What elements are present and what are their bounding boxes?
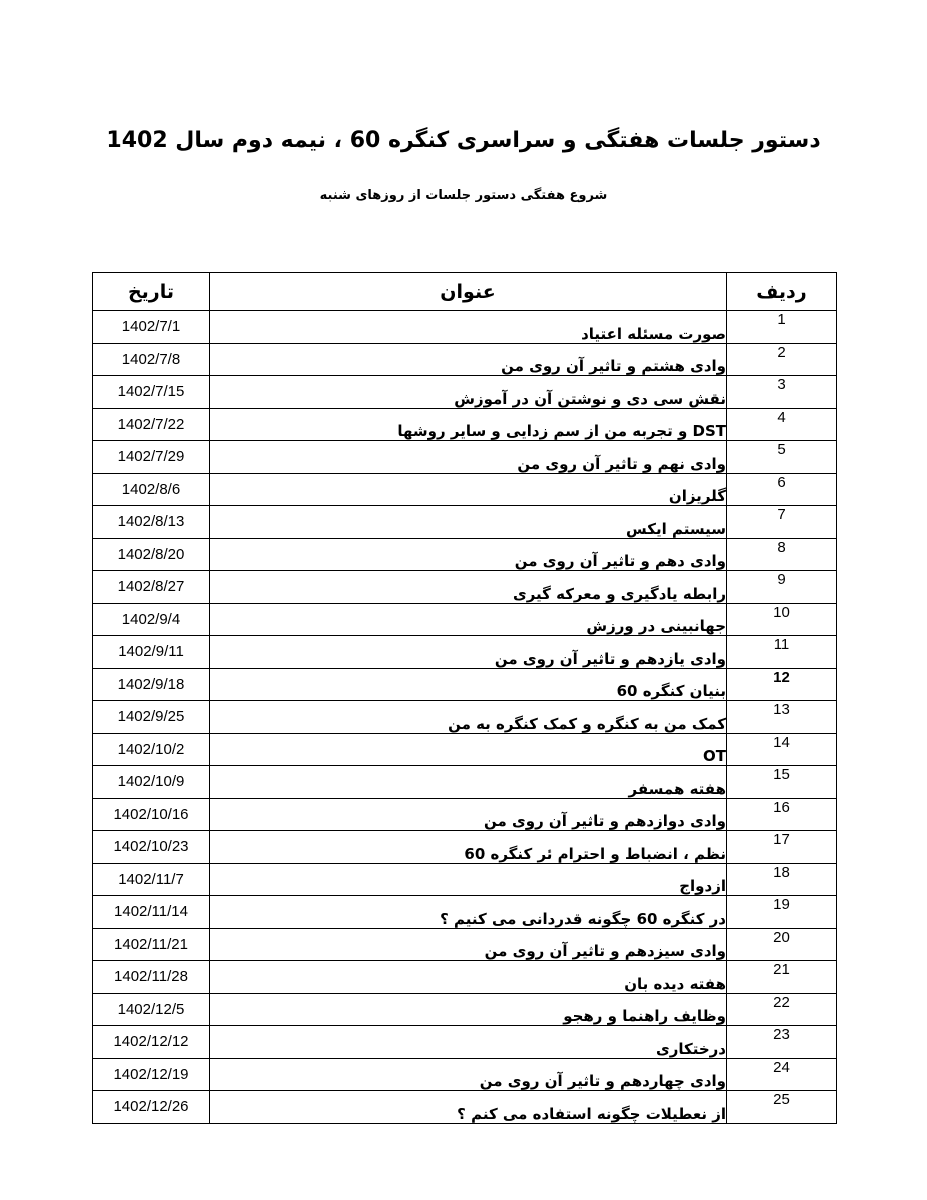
row-date: 1402/8/6 — [93, 473, 210, 506]
table-row — [93, 636, 837, 669]
row-title: وادی یازدهم و تاثیر آن روی من — [210, 636, 727, 669]
row-number: 6 — [727, 473, 837, 506]
table-row — [93, 441, 837, 474]
table-row — [93, 343, 837, 376]
row-title: DST و تجربه من از سم زدایی و سایر روشها — [210, 408, 727, 441]
row-number: 19 — [727, 896, 837, 929]
row-title: نظم ، انضباط و احترام ئر کنگره 60 — [210, 831, 727, 864]
row-number: 22 — [727, 993, 837, 1026]
table-header-row — [93, 273, 837, 311]
row-title: رابطه یادگیری و معرکه گیری — [210, 571, 727, 604]
table-row — [93, 311, 837, 344]
row-title: وادی دهم و تاثیر آن روی من — [210, 538, 727, 571]
table-row — [93, 506, 837, 539]
row-title: وظایف راهنما و رهجو — [210, 993, 727, 1026]
row-title: وادی سیزدهم و تاثیر آن روی من — [210, 928, 727, 961]
row-title: وادی نهم و تاثیر آن روی من — [210, 441, 727, 474]
schedule-table — [92, 272, 837, 1124]
table-row — [93, 408, 837, 441]
row-date: 1402/12/26 — [93, 1091, 210, 1124]
row-date: 1402/7/22 — [93, 408, 210, 441]
row-title: جهانبینی در ورزش — [210, 603, 727, 636]
row-date: 1402/10/16 — [93, 798, 210, 831]
row-date: 1402/12/19 — [93, 1058, 210, 1091]
row-title: هفته همسفر — [210, 766, 727, 799]
table-row — [93, 733, 837, 766]
row-number: 11 — [727, 636, 837, 669]
row-number: 17 — [727, 831, 837, 864]
row-number: 5 — [727, 441, 837, 474]
row-date: 1402/7/15 — [93, 376, 210, 409]
row-number: 14 — [727, 733, 837, 766]
row-number: 18 — [727, 863, 837, 896]
row-title: هفته دیده بان — [210, 961, 727, 994]
row-title: گلریزان — [210, 473, 727, 506]
table-row — [93, 896, 837, 929]
table-row — [93, 538, 837, 571]
header-title: عنوان — [210, 273, 727, 311]
row-number: 21 — [727, 961, 837, 994]
row-number: 4 — [727, 408, 837, 441]
row-title: وادی دوازدهم و تاثیر آن روی من — [210, 798, 727, 831]
table-row — [93, 993, 837, 1026]
row-title: وادی چهاردهم و تاثیر آن روی من — [210, 1058, 727, 1091]
row-title: OT — [210, 733, 727, 766]
row-title: صورت مسئله اعتیاد — [210, 311, 727, 344]
table-row — [93, 961, 837, 994]
row-date: 1402/8/27 — [93, 571, 210, 604]
row-title: کمک من به کنگره و کمک کنگره به من — [210, 701, 727, 734]
row-title: از نعطیلات چگونه استفاده می کنم ؟ — [210, 1091, 727, 1124]
row-date: 1402/9/25 — [93, 701, 210, 734]
row-date: 1402/12/5 — [93, 993, 210, 1026]
row-number: 12 — [727, 668, 837, 701]
row-title: وادی هشتم و تاثیر آن روی من — [210, 343, 727, 376]
row-number: 13 — [727, 701, 837, 734]
row-number: 9 — [727, 571, 837, 604]
row-date: 1402/11/7 — [93, 863, 210, 896]
row-date: 1402/7/8 — [93, 343, 210, 376]
table-row — [93, 831, 837, 864]
row-date: 1402/7/1 — [93, 311, 210, 344]
row-date: 1402/12/12 — [93, 1026, 210, 1059]
table-row — [93, 1026, 837, 1059]
row-number: 10 — [727, 603, 837, 636]
row-date: 1402/11/14 — [93, 896, 210, 929]
row-date: 1402/11/21 — [93, 928, 210, 961]
row-date: 1402/8/20 — [93, 538, 210, 571]
table-row — [93, 798, 837, 831]
row-number: 23 — [727, 1026, 837, 1059]
table-row — [93, 863, 837, 896]
row-title: بنیان کنگره 60 — [210, 668, 727, 701]
row-number: 7 — [727, 506, 837, 539]
row-number: 15 — [727, 766, 837, 799]
row-number: 24 — [727, 1058, 837, 1091]
row-date: 1402/9/11 — [93, 636, 210, 669]
schedule-table-body — [93, 311, 837, 1124]
table-row — [93, 1058, 837, 1091]
row-title: نقش سی دی و نوشتن آن در آموزش — [210, 376, 727, 409]
row-number: 3 — [727, 376, 837, 409]
row-date: 1402/10/2 — [93, 733, 210, 766]
row-date: 1402/8/13 — [93, 506, 210, 539]
row-date: 1402/10/9 — [93, 766, 210, 799]
header-row-number: ردیف — [727, 273, 837, 311]
row-date: 1402/7/29 — [93, 441, 210, 474]
row-title: درختکاری — [210, 1026, 727, 1059]
row-title: سیستم ایکس — [210, 506, 727, 539]
table-row — [93, 473, 837, 506]
row-number: 20 — [727, 928, 837, 961]
document-title: دستور جلسات هفتگی و سراسری کنگره 60 ، نیمه دوم سال 1402 — [106, 128, 821, 153]
table-row — [93, 1091, 837, 1124]
table-row — [93, 376, 837, 409]
row-date: 1402/9/4 — [93, 603, 210, 636]
table-row — [93, 701, 837, 734]
header-date: تاریخ — [93, 273, 210, 311]
row-number: 16 — [727, 798, 837, 831]
row-date: 1402/9/18 — [93, 668, 210, 701]
document-subtitle: شروع هفتگی دستور جلسات از روزهای شنبه — [319, 188, 608, 203]
table-row — [93, 766, 837, 799]
row-title: ازدواج — [210, 863, 727, 896]
table-row — [93, 603, 837, 636]
row-title: در کنگره 60 چگونه قدردانی می کنیم ؟ — [210, 896, 727, 929]
row-number: 8 — [727, 538, 837, 571]
table-row — [93, 928, 837, 961]
table-row — [93, 571, 837, 604]
row-date: 1402/11/28 — [93, 961, 210, 994]
row-number: 25 — [727, 1091, 837, 1124]
row-number: 1 — [727, 311, 837, 344]
row-date: 1402/10/23 — [93, 831, 210, 864]
table-row — [93, 668, 837, 701]
row-number: 2 — [727, 343, 837, 376]
